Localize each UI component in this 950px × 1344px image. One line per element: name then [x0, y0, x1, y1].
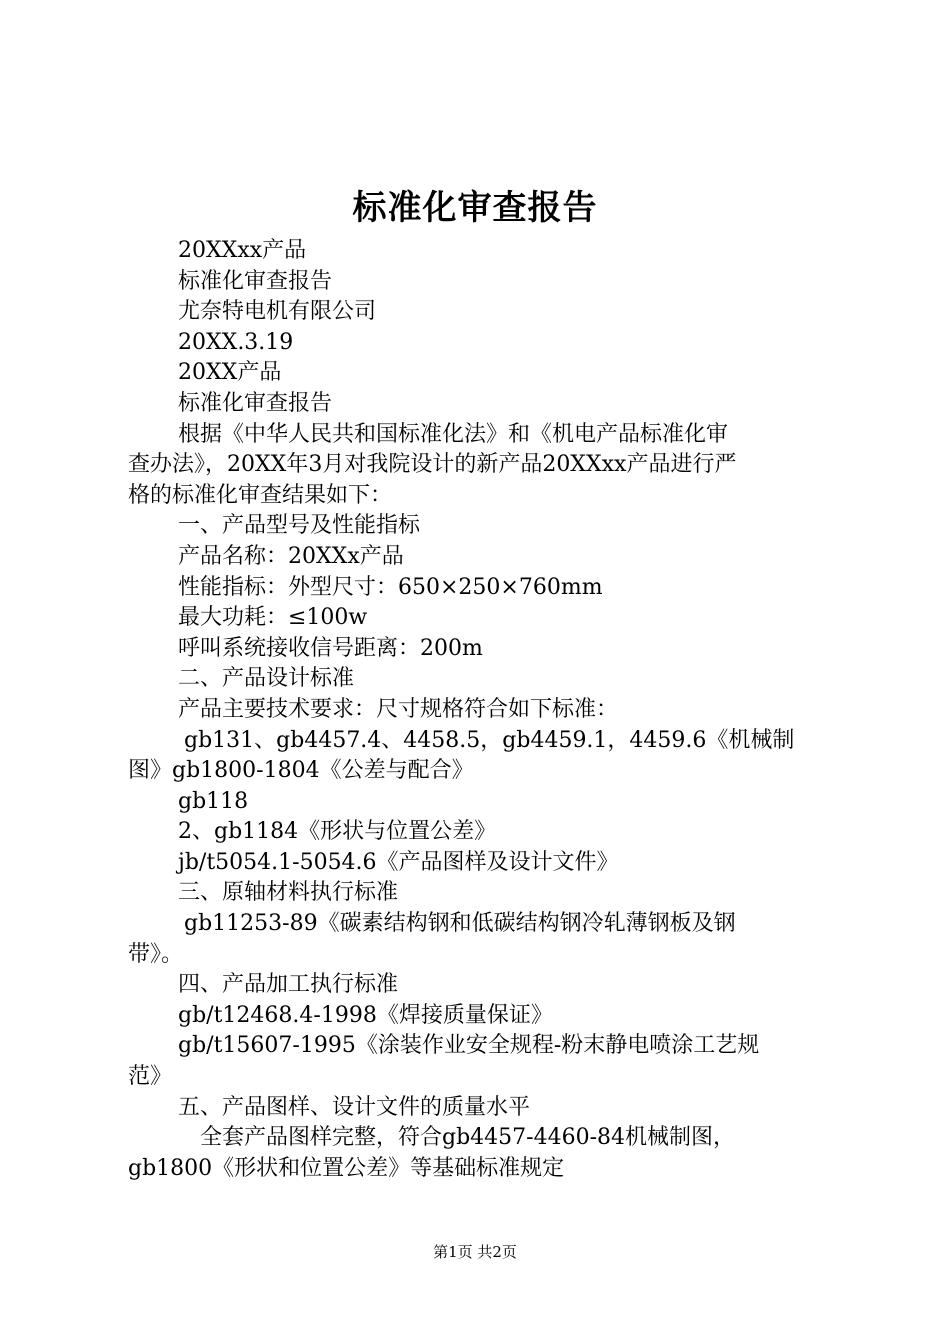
- text-line: gb11253-89《碳素结构钢和低碳结构钢冷轧薄钢板及钢: [184, 911, 736, 937]
- text-line: jb/t5054.1-5054.6《产品图样及设计文件》: [178, 849, 619, 875]
- document-body: [128, 236, 828, 1184]
- text-line: 20XXxx产品: [178, 238, 307, 263]
- text-line: 性能指标：外型尺寸：650×250×760mm: [178, 574, 603, 600]
- text-line: 标准化审查报告: [178, 390, 333, 416]
- text-line: 产品主要技术要求：尺寸规格符合如下标准：: [178, 696, 619, 722]
- text-line: gb131、gb4457.4、4458.5，gb4459.1，4459.6《机械制: [184, 727, 795, 753]
- section-heading: 五、产品图样、设计文件的质量水平: [178, 1094, 531, 1120]
- text-line: gb/t12468.4-1998《焊接质量保证》: [178, 1002, 553, 1028]
- text-line: 带》。: [128, 941, 184, 967]
- text-line: 标准化审查报告: [178, 268, 333, 294]
- text-line: 查办法》，20XX年3月对我院设计的新产品20XXxx产品进行严: [128, 452, 737, 478]
- page-title: 标准化审查报告: [352, 188, 598, 228]
- text-line: 图》gb1800-1804《公差与配合》: [128, 758, 474, 784]
- text-line: 尤奈特电机有限公司: [178, 299, 377, 325]
- text-line: gb118: [178, 788, 249, 814]
- text-line: 范》: [128, 1064, 173, 1090]
- text-line: 20XX产品: [178, 360, 282, 386]
- page-footer: 第1页 共2页: [433, 1243, 517, 1261]
- text-line: 最大功耗：≤100w: [178, 605, 368, 631]
- text-line: 根据《中华人民共和国标准化法》和《机电产品标准化审: [178, 421, 729, 447]
- text-line: 产品名称：20XXx产品: [178, 543, 404, 569]
- section-heading: 三、原轴材料执行标准: [178, 880, 399, 906]
- section-heading: 一、产品型号及性能指标: [178, 513, 421, 539]
- section-heading: 四、产品加工执行标准: [178, 972, 399, 998]
- text-line: 格的标准化审查结果如下：: [128, 482, 393, 508]
- text-line: 全套产品图样完整，符合gb4457-4460-84机械制图，: [200, 1125, 736, 1151]
- text-line: gb1800《形状和位置公差》等基础标准规定: [128, 1155, 565, 1181]
- text-line: 呼叫系统接收信号距离：200m: [178, 635, 483, 661]
- text-line: gb/t15607-1995《涂装作业安全规程-粉末静电喷涂工艺规: [178, 1033, 760, 1059]
- section-heading: 二、产品设计标准: [178, 666, 355, 692]
- text-line: 2、gb1184《形状与位置公差》: [178, 819, 497, 845]
- text-line: 20XX.3.19: [178, 329, 294, 355]
